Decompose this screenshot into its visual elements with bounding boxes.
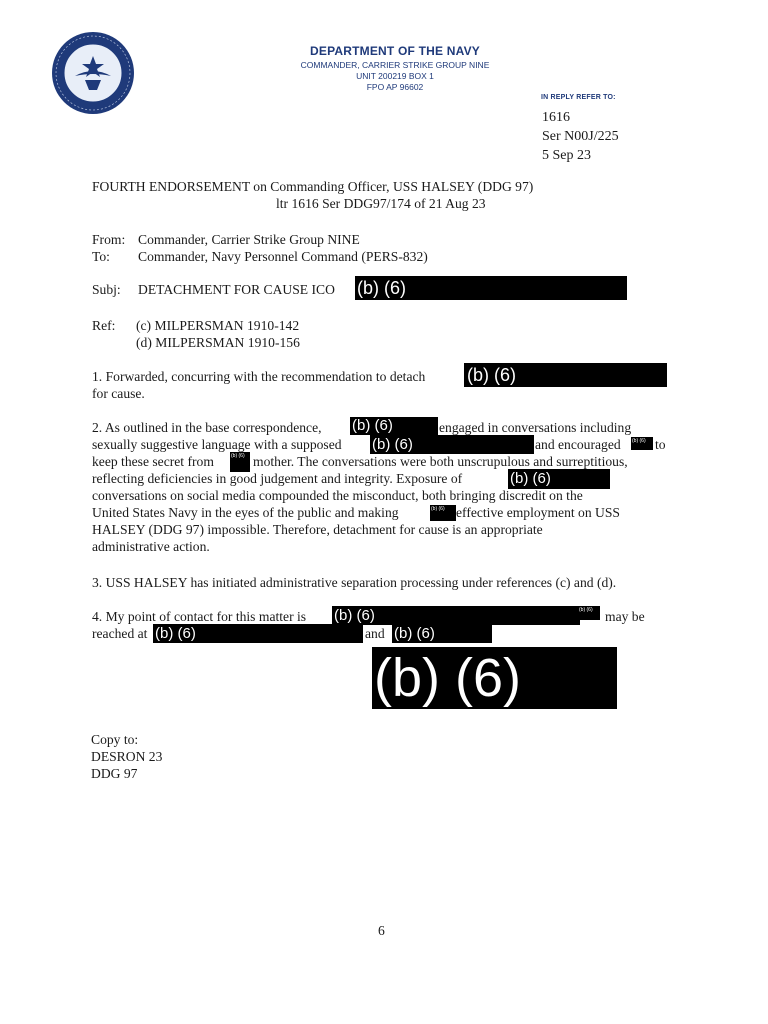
para2-line2b: and encouraged [535,437,621,452]
para2-line2a: sexually suggestive language with a supposed [92,437,342,452]
from-label: From: [92,232,126,247]
para4-line2a: reached at [92,626,148,641]
subject-value: DETACHMENT FOR CAUSE ICO [138,282,335,297]
serial-number: Ser N00J/225 [542,129,619,144]
to-label: To: [92,249,110,264]
letterhead-command: COMMANDER, CARRIER STRIKE GROUP NINE [300,60,490,70]
redaction-para4-a: (b) (6) [332,606,580,625]
redaction-para2-b: (b) (6) [370,435,534,454]
copy-to-item: DDG 97 [91,766,138,781]
para2-line3a: keep these secret from [92,454,214,469]
para2-line1a: 2. As outlined in the base correspondence, [92,420,322,435]
redaction-subject: (b) (6) [355,276,627,300]
ssic: 1616 [542,110,570,125]
para2-line6b: effective employment on USS [456,505,620,520]
para2-line3b: mother. The conversations were both unscrupulous and surreptitious, [253,454,628,469]
para4-line1b: may be [605,609,645,624]
ref-label: Ref: [92,318,116,333]
para4-line2b: and [365,626,385,641]
redaction-para2-a: (b) (6) [350,417,438,435]
endorsement-title: FOURTH ENDORSEMENT on Commanding Officer, USS HALSEY (DDG 97) [92,179,534,194]
to-value: Commander, Navy Personnel Command (PERS-832) [138,249,428,264]
para2-line2c: to [655,437,666,452]
letter-date: 5 Sep 23 [542,148,591,163]
letterhead-title: DEPARTMENT OF THE NAVY [310,44,480,58]
para2-line5: conversations on social media compounded the misconduct, both bringing discredit on the [92,488,583,503]
para4-line1a: 4. My point of contact for this matter is [92,609,307,624]
from-value: Commander, Carrier Strike Group NINE [138,232,360,247]
redaction-para2-c: (b) (6) [631,437,653,450]
redaction-para4-c: (b) (6) [153,624,363,643]
para2-line6a: United States Navy in the eyes of the public and making [92,505,399,520]
letterhead-fpo: FPO AP 96602 [366,82,424,92]
para2-line1b: engaged in conversations including [439,420,632,435]
redaction-para2-d: (b) (6) [230,452,250,472]
redaction-para2-f: (b) (6) [430,505,456,521]
para2-line4a: reflecting deficiencies in good judgement and integrity. Exposure of [92,471,463,486]
endorsement-reference: ltr 1616 Ser DDG97/174 of 21 Aug 23 [276,196,486,211]
para2-line8: administrative action. [92,539,210,554]
redaction-para1: (b) (6) [464,363,667,387]
redaction-para2-e: (b) (6) [508,469,610,489]
para3: 3. USS HALSEY has initiated administrative separation processing under references (c) and (d). [92,575,617,590]
para1-line2: for cause. [92,386,145,401]
page-number: 6 [378,923,385,938]
copy-to-item: DESRON 23 [91,749,163,764]
letterhead-unit: UNIT 200219 BOX 1 [356,71,434,81]
subject-label: Subj: [92,282,121,297]
reply-refer-label: IN REPLY REFER TO: [541,94,616,101]
redaction-para4-d: (b) (6) [392,624,492,643]
copy-to-label: Copy to: [91,732,139,747]
ref-c: (c) MILPERSMAN 1910-142 [136,318,300,333]
para1-line1: 1. Forwarded, concurring with the recommendation to detach [92,369,426,384]
ref-d: (d) MILPERSMAN 1910-156 [136,335,300,350]
reference-block [542,108,619,165]
redaction-para4-b: (b) (6) [578,606,600,620]
redaction-signature: (b) (6) [372,647,617,709]
para2-line7: HALSEY (DDG 97) impossible. Therefore, detachment for cause is an appropriate [92,522,543,537]
dod-seal [45,30,141,116]
